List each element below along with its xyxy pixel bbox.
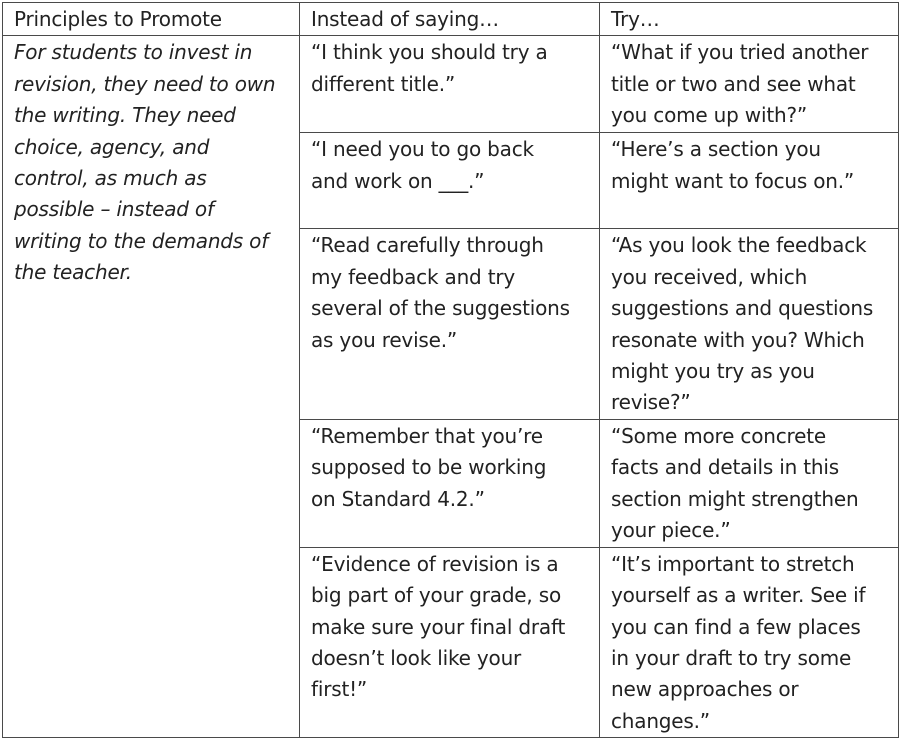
- cell-line: suggestions and questions: [611, 296, 874, 321]
- cell-line: section might strengthen: [611, 486, 859, 511]
- try-cell: [600, 229, 899, 419]
- cell-line: first!”: [311, 677, 368, 702]
- cell-line: and work on ___.”: [311, 168, 485, 193]
- principle-cell: [3, 36, 300, 738]
- feedback-language-table: [2, 2, 899, 738]
- cell-line: “What if you tried another: [611, 40, 869, 65]
- cell-line: your piece.”: [611, 518, 731, 543]
- cell-line: my feedback and try: [311, 264, 515, 289]
- instead-of-saying-cell: [300, 133, 600, 229]
- cell-line: you can find a few places: [611, 614, 861, 639]
- cell-line: changes.”: [611, 708, 710, 733]
- cell-line: resonate with you? Which: [611, 327, 865, 352]
- try-cell: [600, 133, 899, 229]
- instead-of-saying-cell: [300, 36, 600, 133]
- principle-line: writing to the demands of: [14, 228, 269, 253]
- cell-line: might you try as you: [611, 359, 815, 384]
- cell-line: doesn’t look like your: [311, 646, 522, 671]
- cell-line: “Read carefully through: [311, 233, 544, 258]
- principle-line: the teacher.: [14, 260, 132, 285]
- cell-line: as you revise.”: [311, 327, 458, 352]
- cell-line: you received, which: [611, 264, 808, 289]
- cell-line: big part of your grade, so: [311, 583, 561, 608]
- cell-line: “Evidence of revision is a: [311, 551, 559, 576]
- cell-line: different title.”: [311, 71, 456, 96]
- cell-line: “I think you should try a: [311, 40, 548, 65]
- instead-of-saying-cell: [300, 229, 600, 419]
- cell-line: yourself as a writer. See if: [611, 583, 866, 608]
- cell-line: make sure your final draft: [311, 614, 566, 639]
- instead-of-saying-cell: [300, 547, 600, 737]
- cell-line: “Here’s a section you: [611, 137, 821, 162]
- principle-line: revision, they need to own: [14, 71, 276, 96]
- cell-line: facts and details in this: [611, 455, 839, 480]
- try-cell: [600, 419, 899, 547]
- principle-line: possible – instead of: [14, 197, 214, 222]
- table-row: [3, 36, 899, 133]
- cell-line: “Remember that you’re: [311, 423, 543, 448]
- principle-line: control, as much as: [14, 166, 207, 191]
- cell-line: several of the suggestions: [311, 296, 570, 321]
- principle-line: choice, agency, and: [14, 134, 210, 159]
- cell-line: supposed to be working: [311, 455, 547, 480]
- cell-line: new approaches or: [611, 677, 799, 702]
- cell-line: revise?”: [611, 390, 691, 415]
- principle-line: the writing. They need: [14, 103, 236, 128]
- cell-line: might want to focus on.”: [611, 168, 855, 193]
- principle-line: For students to invest in: [14, 40, 253, 65]
- try-cell: [600, 547, 899, 737]
- cell-line: in your draft to try some: [611, 646, 852, 671]
- header-instead-of-saying: Instead of saying…: [300, 3, 600, 36]
- cell-line: you come up with?”: [611, 103, 808, 128]
- cell-line: “As you look the feedback: [611, 233, 867, 258]
- cell-line: “Some more concrete: [611, 423, 826, 448]
- header-row: [3, 3, 899, 36]
- cell-line: “I need you to go back: [311, 137, 534, 162]
- cell-line: title or two and see what: [611, 71, 856, 96]
- try-cell: [600, 36, 899, 133]
- cell-line: “It’s important to stretch: [611, 551, 855, 576]
- instead-of-saying-cell: [300, 419, 600, 547]
- header-principles: Principles to Promote: [3, 3, 300, 36]
- cell-line: on Standard 4.2.”: [311, 486, 485, 511]
- header-try: Try…: [600, 3, 899, 36]
